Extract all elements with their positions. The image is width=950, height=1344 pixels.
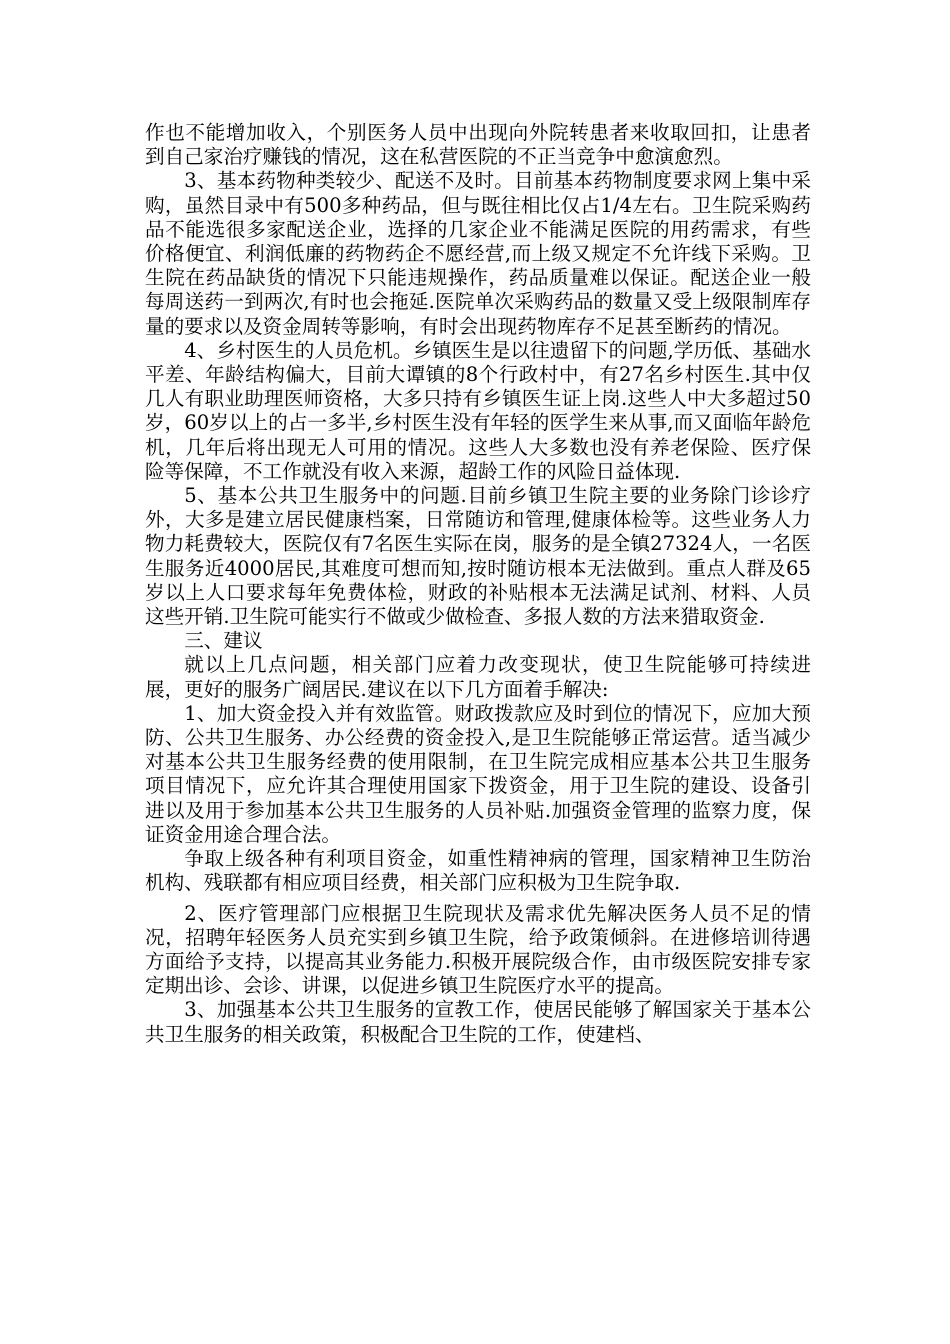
section-heading-suggestions: 三、建议 <box>184 629 263 653</box>
paragraph-staffing: 2、医疗管理部门应根据卫生院现状及需求优先解决医务人员不足的情况，招聘年轻医务人员充实到乡镇卫生院，给予政策倾斜。在进修培训待遇方面给予支持，以提高其业务能力.积极开展院级合作，由市级医院安排专家定期出诊、会诊、讲课，以促进乡镇卫生院医疗水平的提高。 <box>145 901 811 998</box>
paragraph-continuation: 作也不能增加收入，个别医务人员中出现向外院转患者来收取回扣，让患者到自己家治疗赚钱的情况，这在私营医院的不正当竞争中愈演愈烈。 <box>145 121 811 169</box>
paragraph-funding: 1、加大资金投入并有效监管。财政拨款应及时到位的情况下，应加大预防、公共卫生服务、办公经费的资金投入,是卫生院能够正常运营。适当减少对基本公共卫生服务经费的使用限制，在卫生院完成相应基本公共卫生服务项目情况下，应允许其合理使用国家下拨资金，用于卫生院的建设、设备引进以及用于参加基本公共卫生服务的人员补贴.加强资金管理的监察力度，保证资金用途合理合法。 <box>145 701 811 846</box>
paragraph-village-doctors: 4、乡村医生的人员危机。乡镇医生是以往遗留下的问题,学历低、基础水平差、年龄结构偏大，目前大谭镇的8个行政村中，有27名乡村医生.其中仅几人有职业助理医师资格，大多只持有乡镇医生证上岗.这些人中大多超过50岁，60岁以上的占一多半,乡村医生没有年轻的医学生来从事,而又面临年龄危机，几年后将出现无人可用的情况。这些人大多数也没有养老保险、医疗保险等保障，不工作就没有收入来源，超龄工作的风险日益体现. <box>145 338 811 483</box>
paragraph-public-health: 5、基本公共卫生服务中的问题.目前乡镇卫生院主要的业务除门诊诊疗外，大多是建立居民健康档案，日常随访和管理,健康体检等。这些业务人力物力耗费较大，医院仅有7名医生实际在岗，服务的是全镇27324人，一名医生服务近4000居民,其难度可想而知,按时随访根本无法做到。重点人群及65岁以上人口要求每年免费体检，财政的补贴根本无法满足试剂、材料、人员这些开销.卫生院可能实行不做或少做检查、多报人数的方法来猎取资金. <box>145 484 811 629</box>
paragraph-drug-supply: 3、基本药物种类较少、配送不及时。目前基本药物制度要求网上集中采购，虽然目录中有500多种药品，但与既往相比仅占1/4左右。卫生院采购药品不能选很多家配送企业，选择的几家企业不能满足医院的用药需求，有些价格便宜、利润低廉的药物药企不愿经营,而上级又规定不允许线下采购。卫生院在药品缺货的情况下只能违规操作，药品质量难以保证。配送企业一般每周送药一到两次,有时也会拖延.医院单次采购药品的数量又受上级限制库存量的要求以及资金周转等影响，有时会出现药物库存不足甚至断药的情况。 <box>145 169 811 338</box>
paragraph-education: 3、加强基本公共卫生服务的宣教工作，使居民能够了解国家关于基本公共卫生服务的相关政策，积极配合卫生院的工作，使建档、 <box>145 998 811 1046</box>
paragraph-intro-suggestions: 就以上几点问题，相关部门应着力改变现状，使卫生院能够可持续进展，更好的服务广阔居民.建议在以下几方面着手解决: <box>145 653 811 701</box>
document-page <box>145 121 811 1047</box>
paragraph-project-funds: 争取上级各种有利项目资金，如重性精神病的管理，国家精神卫生防治机构、残联都有相应项目经费，相关部门应积极为卫生院争取. <box>145 847 811 895</box>
